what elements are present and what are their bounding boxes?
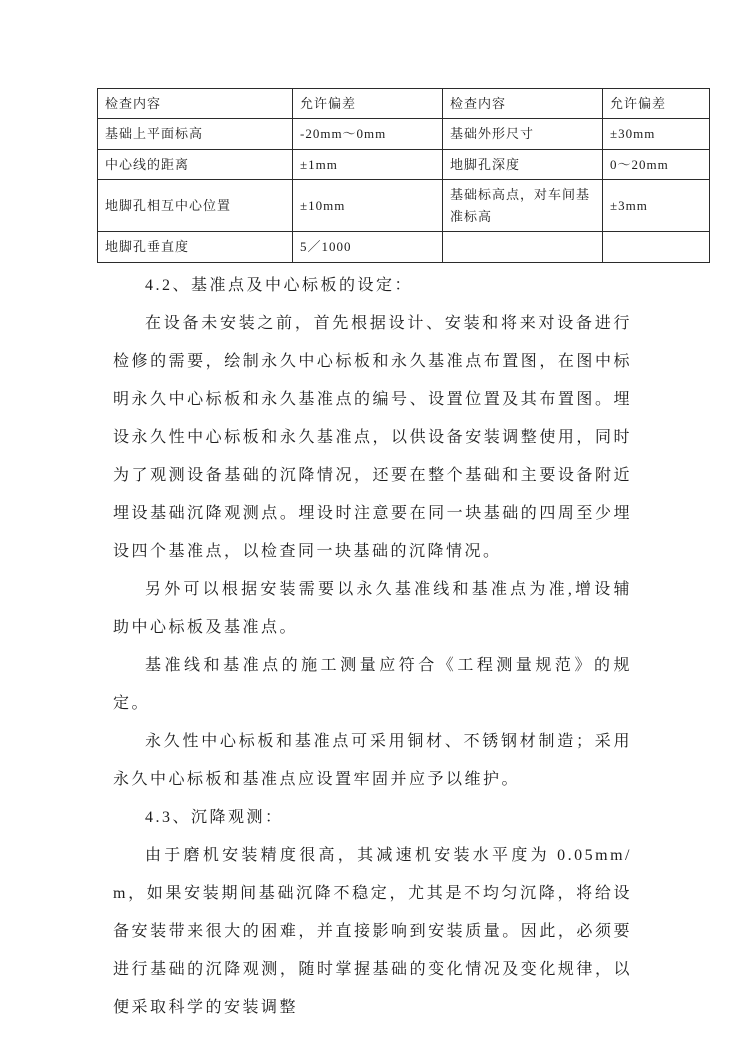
paragraph: 永久性中心标板和基准点可采用铜材、不锈钢材制造；采用永久中心标板和基准点应设置牢固并应予以维护。	[113, 732, 632, 788]
table-cell: 基础标高点，对车间基准标高	[443, 180, 603, 232]
body-text	[113, 267, 632, 1027]
table-cell: -20mm～0mm	[293, 119, 443, 149]
table-cell: 5／1000	[293, 232, 443, 262]
table-cell: 地脚孔垂直度	[98, 232, 293, 262]
table-cell: 基础外形尺寸	[443, 119, 603, 149]
table-header-cell: 允许偏差	[603, 89, 710, 119]
deviation-table	[97, 88, 710, 263]
table-cell: 地脚孔相互中心位置	[98, 180, 293, 232]
paragraph: 由于磨机安装精度很高，其减速机安装水平度为 0.05mm/m，如果安装期间基础沉降不稳定，尤其是不均匀沉降，将给设备安装带来很大的困难，并直接影响到安装质量。因此，必须要进行基础的沉降观测，随时掌握基础的变化情况及变化规律，以便采取科学的安装调整	[113, 846, 632, 1016]
paragraph: 在设备未安装之前，首先根据设计、安装和将来对设备进行检修的需要，绘制永久中心标板和永久基准点布置图，在图中标明永久中心标板和永久基准点的编号、设置位置及其布置图。埋设永久性中心标板和永久基准点，以供设备安装调整使用，同时为了观测设备基础的沉降情况，还要在整个基础和主要设备附近埋设基础沉降观测点。埋设时注意要在同一块基础的四周至少埋设四个基准点，以检查同一块基础的沉降情况。	[113, 314, 632, 560]
paragraph: 另外可以根据安装需要以永久基准线和基准点为准,增设辅助中心标板及基准点。	[113, 580, 632, 636]
table-cell: 0～20mm	[603, 149, 710, 179]
table-row	[98, 180, 710, 232]
table-header-cell: 检查内容	[443, 89, 603, 119]
table-cell: ±3mm	[603, 180, 710, 232]
table-row	[98, 232, 710, 262]
table-cell: 中心线的距离	[98, 149, 293, 179]
paragraph: 基准线和基准点的施工测量应符合《工程测量规范》的规定。	[113, 656, 632, 712]
table-cell: 基础上平面标高	[98, 119, 293, 149]
table-row	[98, 149, 710, 179]
section-heading-4-3: 4.3、沉降观测：	[145, 808, 284, 826]
table-cell: ±1mm	[293, 149, 443, 179]
table-cell	[443, 232, 603, 262]
table-row	[98, 119, 710, 149]
table-header-row	[98, 89, 710, 119]
section-heading-4-2: 4.2、基准点及中心标板的设定：	[145, 276, 414, 294]
table-cell: ±10mm	[293, 180, 443, 232]
table-cell: 地脚孔深度	[443, 149, 603, 179]
table-cell: ±30mm	[603, 119, 710, 149]
table-header-cell: 允许偏差	[293, 89, 443, 119]
table-cell	[603, 232, 710, 262]
table-header-cell: 检查内容	[98, 89, 293, 119]
